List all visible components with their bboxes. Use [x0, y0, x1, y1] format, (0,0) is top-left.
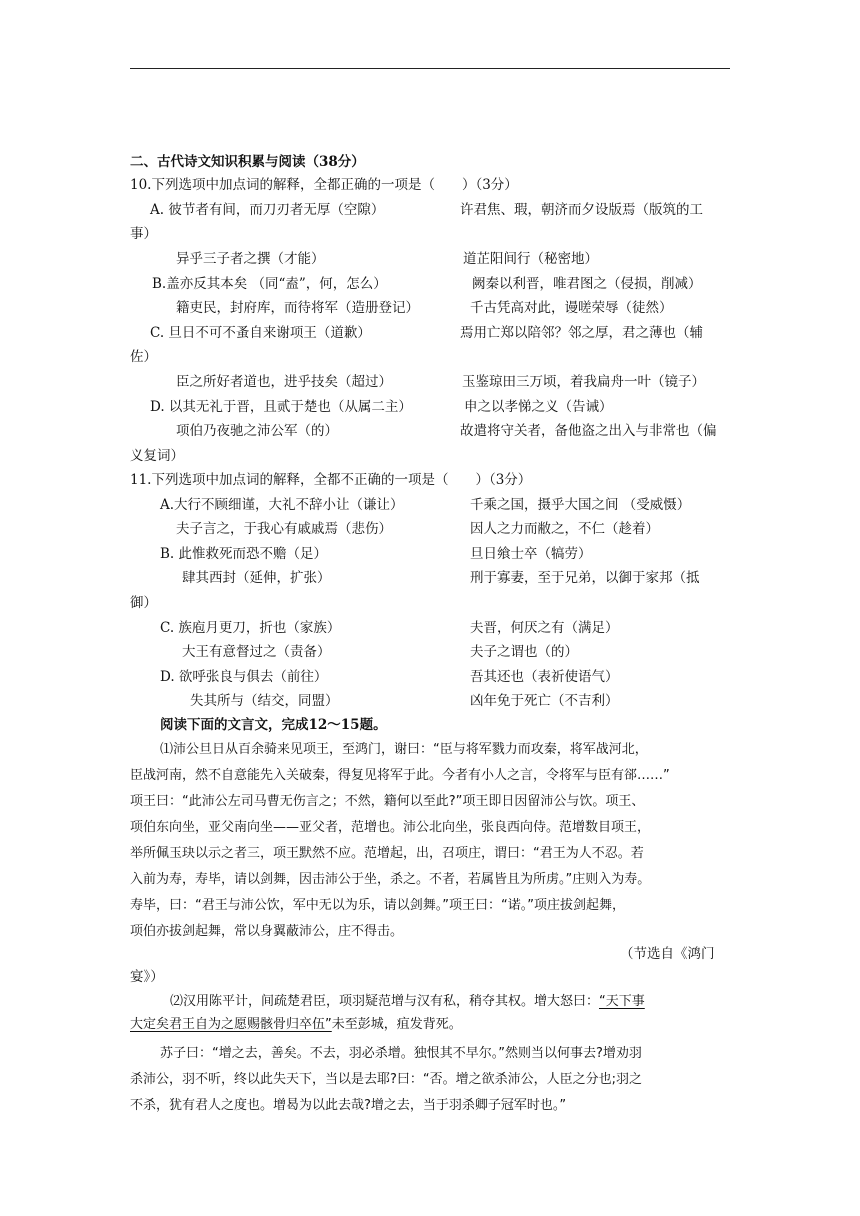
q10-line: 佐）	[130, 349, 157, 365]
q10-line: 许君焦、瑕，朝济而夕设版焉（版筑的工	[460, 202, 703, 218]
q11-line: 夫晋，何厌之有（满足）	[470, 620, 619, 636]
q11-line: 旦日飨士卒（犒劳）	[470, 546, 592, 562]
passage1-line: 举所佩玉玦以示之者三，项王默然不应。范增起，出，召项庄，谓曰：“君王为人不忍。若	[130, 846, 644, 861]
passage1-line: 入前为寿，寿毕，请以剑舞，因击沛公于坐，杀之。不者，若属皆且为所虏。”庄则入为寿。	[130, 872, 651, 887]
q10-line: A. 彼节者有间，而刀刃者无厚（空隙）	[150, 202, 385, 218]
q10-line: 异乎三子者之撰（才能）	[176, 251, 325, 267]
passage3-line: 苏子曰：“增之去，善矣。不去，羽必杀增。独恨其不早尔。”然则当以何事去?增劝羽	[160, 1046, 642, 1061]
q11-line: 大王有意督过之（责备）	[182, 644, 331, 660]
q11-line: 失其所与（结交，同盟）	[190, 693, 339, 709]
q11-line: 刑于寡妻，至于兄弟，以御于家邦（抵	[470, 570, 700, 586]
q10-line: 道芷阳间行（秘密地）	[463, 251, 598, 267]
q11-line: 因人之力而敝之，不仁（趁着）	[470, 521, 659, 537]
q10-line: 申之以孝悌之义（告诫）	[464, 399, 613, 415]
q11-line: 凶年免于死亡（不吉利）	[470, 693, 619, 709]
passage2-text: 未至彭城，疽发背死。	[331, 1017, 462, 1032]
q11-line: 吾其还也（表祈使语气）	[470, 669, 619, 685]
q10-line: D. 以其无礼于晋，且贰于楚也（从属二主）	[150, 399, 412, 415]
q11-line: 御）	[130, 595, 157, 611]
q11-line: 夫子言之，于我心有戚戚焉（悲伤）	[176, 521, 392, 537]
q10-line: 焉用亡郑以陪邻？邻之厚，君之薄也（辅	[460, 325, 703, 341]
q11-line: A.大行不顾细谨，大礼不辞小让（谦让）	[160, 497, 404, 513]
q11-line: 夫子之谓也（的）	[470, 644, 578, 660]
passage2-line	[130, 1016, 462, 1034]
section-title: 二、古代诗文知识积累与阅读（38分）	[130, 154, 365, 170]
header-rule	[130, 68, 730, 69]
q10-line: 玉鉴琼田三万顷，着我扁舟一叶（镜子）	[462, 374, 705, 390]
q11-line: 肆其西封（延伸，扩张）	[182, 570, 331, 586]
passage1-line: 项王曰：“此沛公左司马曹无伤言之；不然，籍何以至此?”项王即日因留沛公与饮。项王、	[130, 794, 645, 809]
passage1-line: 寿毕，曰：“君王与沛公饮，军中无以为乐，请以剑舞。”项王曰：“诺。”项庄拔剑起舞，	[130, 898, 625, 913]
q10-line: 臣之所好者道也，进乎技矣（超过）	[176, 374, 392, 390]
q11-line: 千乘之国，摄乎大国之间 （受威慑）	[470, 497, 691, 513]
passage2-underlined: 大定矣君王自为之愿赐骸骨归卒伍”	[130, 1017, 332, 1032]
q10-line: C. 旦日不可不蚤自来谢项王（道歉）	[150, 325, 371, 341]
passage3-line: 杀沛公，羽不听，终以此失天下，当以是去耶?曰：“否。增之欲杀沛公，人臣之分也;羽之	[130, 1072, 643, 1087]
q10-stem: 10.下列选项中加点词的解释，全都正确的一项是（ ）（3分）	[130, 177, 518, 193]
q10-line: 项伯乃夜驰之沛公军（的）	[176, 423, 338, 439]
passage1-source: （节选自《鸿门	[620, 946, 715, 962]
passage1-line: 项伯亦拔剑起舞，常以身翼蔽沛公，庄不得击。	[130, 924, 404, 939]
q10-line: B.盖亦反其本矣 （同“盍”，何，怎么）	[152, 276, 387, 292]
passage1-line: 臣战河南，然不自意能先入关破秦，得复见将军于此。今者有小人之言，令将军与臣有郤……”	[130, 768, 670, 783]
passage1-line: 项伯东向坐，亚父南向坐——亚父者，范增也。沛公北向坐，张良西向侍。范增数目项王，	[130, 820, 651, 835]
q10-line: 事）	[130, 226, 157, 242]
q10-line: 故遣将守关者，备他盗之出入与非常也（偏	[460, 423, 717, 439]
q10-line: 籍吏民，封府库，而待将军（造册登记）	[176, 300, 419, 316]
passage3-line: 不杀，犹有君人之度也。增曷为以此去哉?增之去，当于羽杀卿子冠军时也。”	[130, 1098, 567, 1113]
q11-line: B. 此惟救死而恐不赡（足）	[160, 546, 328, 562]
q11-line: C. 族庖月更刀，折也（家族）	[160, 620, 341, 636]
q10-line: 义复词）	[130, 448, 184, 464]
passage2-line	[170, 993, 645, 1011]
q10-line: 阙秦以利晋，唯君图之（侵损，削减）	[472, 276, 702, 292]
passage1-line: ⑴沛公旦日从百余骑来见项王，至鸿门，谢曰：“臣与将军戮力而攻秦，将军战河北，	[160, 742, 648, 757]
reading-instruction: 阅读下面的文言文，完成12～15题。	[160, 717, 387, 733]
passage2-underlined: “天下事	[599, 994, 645, 1009]
q11-stem: 11.下列选项中加点词的解释，全都不正确的一项是（ ）（3分）	[130, 472, 532, 488]
q10-line: 千古凭高对此，谩嗟荣辱（徒然）	[470, 300, 673, 316]
q11-line: D. 欲呼张良与俱去（前往）	[160, 669, 328, 685]
passage2-text: ⑵汉用陈平计，间疏楚君臣，项羽疑范增与汉有私，稍夺其权。增大怒曰：	[170, 994, 600, 1009]
passage1-source: 宴》）	[130, 969, 164, 985]
